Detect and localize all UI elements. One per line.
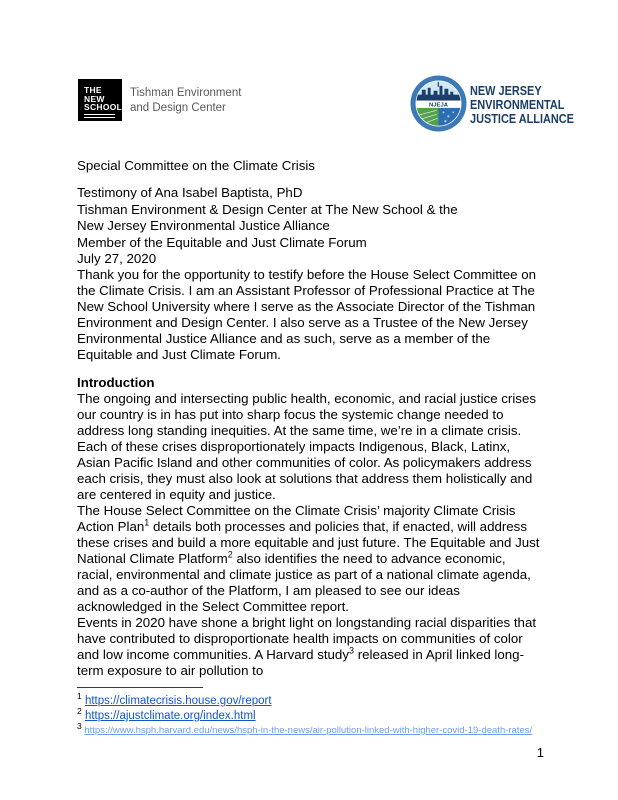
footnotes-list: [77, 691, 544, 737]
tishman-center-name: [130, 86, 241, 116]
paragraph-crises: The ongoing and intersecting public health, economic, and racial justice crises our country is in has put into sharp focus the systemic change needed to address long standing inequities. At the same time, we’re in a climate crisis. Each of these crises disproportionately impacts Indigenous, Black, Latinx, Asian Pacific Island and other communities of color. As policymakers address each crisis, they must also look at solutions that address them holistically and are centered in equity and justice.: [77, 391, 537, 502]
logo-rule: [84, 114, 115, 115]
footnote-reference: 2: [227, 549, 233, 560]
testimony-block: [77, 185, 544, 251]
footnote-number: 2: [77, 706, 82, 717]
paragraph-events-2020: Events in 2020 have shone a bright light on longstanding racial disparities that have contributed to disproportionate health impacts on communities of color and low income communities. A Harvard study$^3$ released in April linked long-term exposure to air pollution to: [77, 615, 537, 678]
footnote-item: [77, 720, 544, 737]
text-line: New Jersey Environmental Justice Alliance: [77, 218, 330, 233]
footnote-separator: [77, 687, 203, 688]
njeja-wordmark-line: JUSTICE ALLIANCE: [470, 111, 574, 126]
footnote-reference: 1: [144, 517, 150, 528]
footnote-item: [77, 706, 544, 724]
tishman-name-line: Tishman Environment: [130, 87, 242, 99]
footnote-link[interactable]: https://ajustclimate.org/index.html: [84, 710, 256, 722]
footnote-link[interactable]: https://climatecrisis.house.gov/report: [84, 695, 272, 707]
footnote-reference: 3: [348, 645, 354, 656]
footnotes-section: [77, 687, 544, 737]
footnote-link[interactable]: https://www.hsph.harvard.edu/news/hsph-in-the-news/air-pollution-linked-with-higher-covid-19-death-rates/: [84, 725, 533, 736]
introduction-heading: Introduction: [77, 375, 155, 390]
footnote-number: 1: [77, 691, 82, 702]
footnote-number: 3: [77, 720, 82, 731]
njeja-seal-icon: [410, 75, 467, 132]
njeja-wordmark-line: ENVIRONMENTAL: [470, 97, 565, 112]
text-line: Testimony of Ana Isabel Baptista, PhD: [77, 185, 303, 200]
document-body: [77, 158, 544, 679]
text-line: Member of the Equitable and Just Climate Forum: [77, 234, 367, 250]
footnote-item: [77, 691, 544, 709]
new-school-logo-line: NEW: [84, 93, 105, 104]
logo-rule: [84, 117, 115, 118]
njeja-seal-label: NJEJA: [429, 102, 448, 109]
tishman-name-line: and Design Center: [130, 102, 226, 114]
paragraph-opening: Thank you for the opportunity to testify before the House Select Committee on the Climate Crisis. I am an Assistant Professor of Professional Practice at The New School University where I serve as the Associate Director of the Tishman Environment and Design Center. I also serve as a Trustee of the New Jersey Environmental Justice Alliance and as such, serve as a member of the Equitable and Just Climate Forum.: [77, 267, 536, 362]
date-line: July 27, 2020: [77, 251, 157, 266]
paragraph-action-plan: The House Select Committee on the Climate Crisis’ majority Climate Crisis Action Plan$^1$ details both processes and policies that, if enacted, will address these crises and build a more equitable and just future. The Equitable and Just National Climate Platform$^2$ also identifies the need to advance economic, racial, environmental and climate justice as part of a national climate agenda, and as a co-author of the Platform, I am pleased to see our ideas acknowledged in the Select Committee report.: [77, 503, 540, 614]
committee-title: Special Committee on the Climate Crisis: [77, 158, 315, 173]
text-line: Tishman Environment & Design Center at The New School & the: [77, 201, 458, 217]
new-school-logo-line: SCHOOL: [84, 102, 123, 112]
njeja-wordmark: [470, 84, 574, 126]
new-school-logo-line: THE: [84, 85, 102, 95]
njeja-wordmark-line: NEW JERSEY: [470, 83, 542, 98]
page-number: 1: [536, 745, 544, 760]
new-school-logo: [78, 79, 122, 121]
